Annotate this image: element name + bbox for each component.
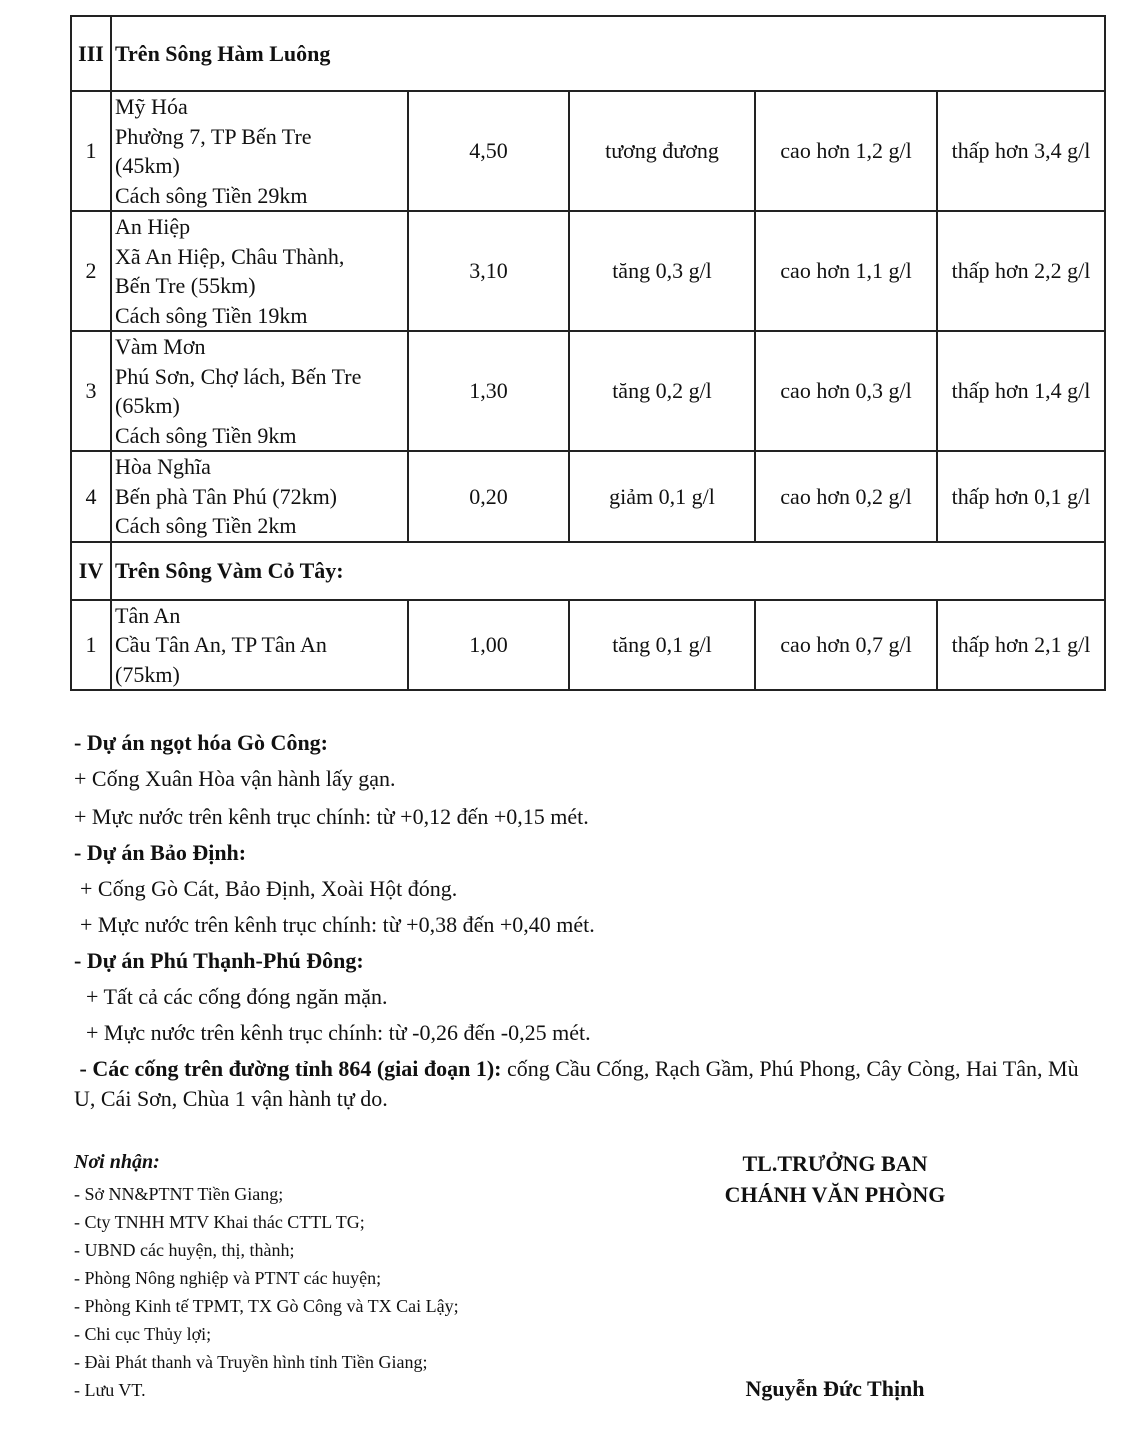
row-number: 4 [71, 451, 111, 542]
comparison-2: thấp hơn 0,1 g/l [937, 451, 1105, 542]
section-header-row [71, 542, 1105, 600]
bao-dinh-item-1: + Cống Gò Cát, Bảo Định, Xoài Hột đóng. [80, 876, 458, 901]
section-number: III [71, 16, 111, 91]
section-title: Trên Sông Vàm Cỏ Tây: [111, 542, 1105, 600]
phu-thanh-item-2: + Mực nước trên kênh trục chính: từ -0,26 đến -0,25 mét. [86, 1020, 591, 1045]
phu-thanh-title: - Dự án Phú Thạnh-Phú Đông: [74, 948, 364, 973]
salinity-value: 1,30 [408, 331, 569, 451]
recipient-item: - Đài Phát thanh và Truyền hình tỉnh Tiền Giang; [74, 1352, 428, 1372]
station-location [111, 91, 408, 211]
recipient-list [74, 1180, 459, 1404]
location-line: (75km) [115, 661, 180, 687]
salinity-trend: tương đương [569, 91, 755, 211]
go-cong-item-1: + Cống Xuân Hòa vận hành lấy gạn. [74, 766, 396, 791]
location-line: Cách sông Tiền 2km [115, 513, 297, 538]
location-line: Phú Sơn, Chợ lách, Bến Tre [115, 363, 362, 389]
location-line: Vàm Mơn [115, 334, 206, 359]
location-line: Xã An Hiệp, Châu Thành, [115, 243, 345, 269]
salinity-value: 3,10 [408, 211, 569, 331]
section-number: IV [71, 542, 111, 600]
station-location [111, 600, 408, 691]
comparison-1: cao hơn 1,2 g/l [755, 91, 937, 211]
comparison-1: cao hơn 0,2 g/l [755, 451, 937, 542]
station-location [111, 211, 408, 331]
location-line: Cách sông Tiền 9km [115, 422, 297, 448]
salinity-value: 1,00 [408, 600, 569, 691]
location-line: Bến phà Tân Phú (72km) [115, 483, 338, 509]
recipient-item: - Chi cục Thủy lợi; [74, 1324, 212, 1344]
recipient-item: - Sở NN&PTNT Tiền Giang; [74, 1184, 284, 1204]
comparison-1: cao hơn 1,1 g/l [755, 211, 937, 331]
salinity-trend: giảm 0,1 g/l [569, 451, 755, 542]
row-number: 1 [71, 600, 111, 691]
recipient-item: - Cty TNHH MTV Khai thác CTTL TG; [74, 1212, 365, 1232]
comparison-1: cao hơn 0,3 g/l [755, 331, 937, 451]
go-cong-item-2: + Mực nước trên kênh trục chính: từ +0,12 đến +0,15 mét. [74, 804, 589, 829]
row-number: 1 [71, 91, 111, 211]
bao-dinh-item-2: + Mực nước trên kênh trục chính: từ +0,38 đến +0,40 mét. [80, 912, 595, 937]
table-row [71, 211, 1105, 331]
signature-block [700, 1148, 970, 1210]
location-line: Bến Tre (55km) [115, 273, 256, 298]
section-header-row [71, 16, 1105, 91]
recipient-item: - Phòng Nông nghiệp và PTNT các huyện; [74, 1268, 382, 1288]
row-number: 2 [71, 211, 111, 331]
comparison-2: thấp hơn 3,4 g/l [937, 91, 1105, 211]
table-row [71, 451, 1105, 542]
comparison-2: thấp hơn 2,1 g/l [937, 600, 1105, 691]
salinity-trend: tăng 0,1 g/l [569, 600, 755, 691]
salinity-trend: tăng 0,3 g/l [569, 211, 755, 331]
signature-line-2: CHÁNH VĂN PHÒNG [724, 1182, 946, 1207]
table-row [71, 600, 1105, 691]
road-864-paragraph [74, 1054, 1084, 1114]
table-row [71, 91, 1105, 211]
salinity-value: 0,20 [408, 451, 569, 542]
comparison-2: thấp hơn 1,4 g/l [937, 331, 1105, 451]
salinity-value: 4,50 [408, 91, 569, 211]
bao-dinh-title: - Dự án Bảo Định: [74, 840, 247, 865]
location-line: Mỹ Hóa [115, 94, 188, 119]
section-title: Trên Sông Hàm Luông [111, 16, 1105, 91]
signature-line-1: TL.TRƯỞNG BAN [742, 1151, 928, 1176]
comparison-1: cao hơn 0,7 g/l [755, 600, 937, 691]
signer-name: Nguyễn Đức Thịnh [745, 1376, 925, 1401]
recipient-item: - UBND các huyện, thị, thành; [74, 1240, 295, 1260]
recipients-block [74, 1148, 459, 1404]
location-line: Cách sông Tiền 19km [115, 302, 308, 328]
phu-thanh-item-1: + Tất cả các cống đóng ngăn mặn. [86, 984, 388, 1009]
location-line: Cách sông Tiền 29km [115, 182, 308, 208]
location-line: Phường 7, TP Bến Tre [115, 123, 312, 149]
row-number: 3 [71, 331, 111, 451]
location-line: (65km) [115, 393, 180, 418]
station-location [111, 451, 408, 542]
go-cong-title: - Dự án ngọt hóa Gò Công: [74, 730, 329, 755]
location-line: Hòa Nghĩa [115, 454, 211, 479]
table-body [71, 16, 1105, 690]
table-row [71, 331, 1105, 451]
salinity-trend: tăng 0,2 g/l [569, 331, 755, 451]
location-line: (45km) [115, 153, 180, 178]
road-864-text: cống Cầu Cống, Rạch Gầm, Phú Phong, Cây Còng, Hai Tân, Mù U, Cái Sơn, Chùa 1 vận hành tự do. [74, 1056, 1079, 1111]
comparison-2: thấp hơn 2,2 g/l [937, 211, 1105, 331]
recipient-item: - Lưu VT. [74, 1380, 146, 1400]
recipients-title: Nơi nhận: [74, 1151, 160, 1173]
location-line: Tân An [115, 602, 181, 628]
road-864-title: - Các cống trên đường tỉnh 864 (giai đoạn 1): [79, 1056, 502, 1081]
location-line: An Hiệp [115, 214, 191, 239]
station-location [111, 331, 408, 451]
recipient-item: - Phòng Kinh tế TPMT, TX Gò Công và TX Cai Lậy; [74, 1296, 459, 1316]
salinity-table [70, 15, 1106, 691]
location-line: Cầu Tân An, TP Tân An [115, 632, 327, 657]
